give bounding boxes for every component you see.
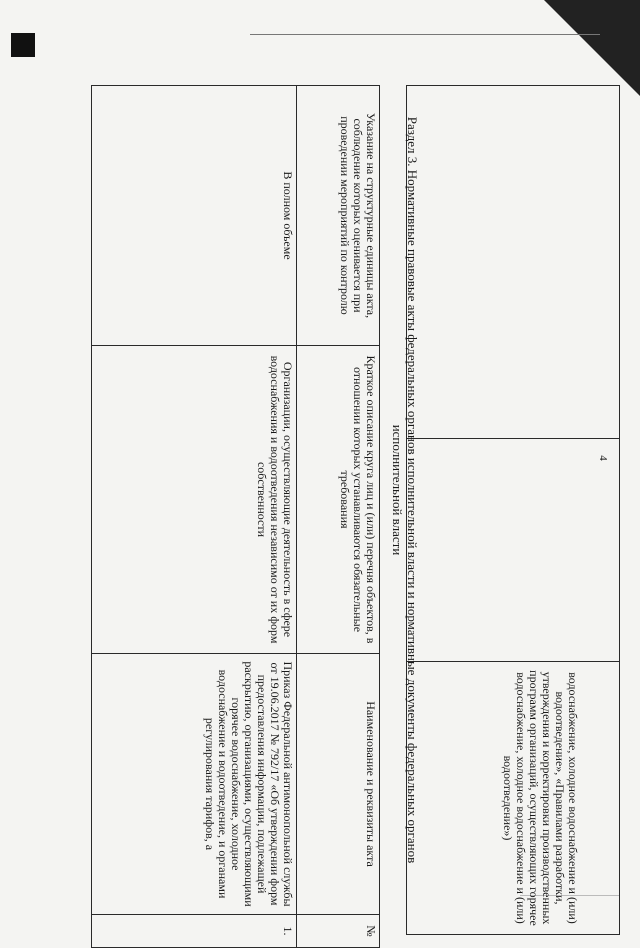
table-row xyxy=(92,86,297,948)
cell-scope: Организации, осуществляющие деятельность в сфере водоснабжения и водоотведения независимо от их форм собственности xyxy=(92,346,297,654)
prev-cell-continued-text: водоснабжение, холодное водоснабжение и (или) водоотведение», «Правилами разработки, утверждения и корректировки производственных программ организаций, осуществляющих горячее водоснабжение, холодное водоснабжение и (или) водоотведение») xyxy=(407,662,620,935)
scan-corner-mark xyxy=(11,33,35,57)
table-header-row xyxy=(297,86,380,948)
section-title: Раздел 3. Нормативные правовые акты федеральных органов исполнительной власти и нормативные документы федеральных органов исполнительной власти xyxy=(390,116,420,864)
header-units: Указание на структурные единицы акта, соблюдение которых оценивается при проведении мероприятий по контролю xyxy=(297,86,380,346)
rotated-page-content xyxy=(60,85,620,937)
prev-cell-empty-1 xyxy=(407,86,620,439)
prev-cell-empty-2 xyxy=(407,439,620,662)
cell-name: Приказ Федеральной антимонопольной службы от 19.06.2017 № 792/17 «Об утверждении форм предоставления информации, подлежащей раскрытию, организациями, осуществляющими горячее водоснабжение, холодное водоснабжение и водоотведение, и органами регулирования тарифов, а xyxy=(92,654,297,915)
cell-units: В полном объеме xyxy=(92,86,297,346)
previous-section-table xyxy=(406,85,620,935)
top-rule xyxy=(250,34,600,35)
page-number: 4 xyxy=(596,455,609,461)
header-num: № xyxy=(297,915,380,948)
header-name: Наименование и реквизиты акта xyxy=(297,654,380,915)
table-row xyxy=(407,86,620,935)
cell-num: 1. xyxy=(92,915,297,948)
header-scope: Краткое описание круга лиц и (или) перечня объектов, в отношении которых устанавливаются обязательные требования xyxy=(297,346,380,654)
scan-corner-fold xyxy=(544,0,640,96)
acts-table xyxy=(91,85,380,948)
